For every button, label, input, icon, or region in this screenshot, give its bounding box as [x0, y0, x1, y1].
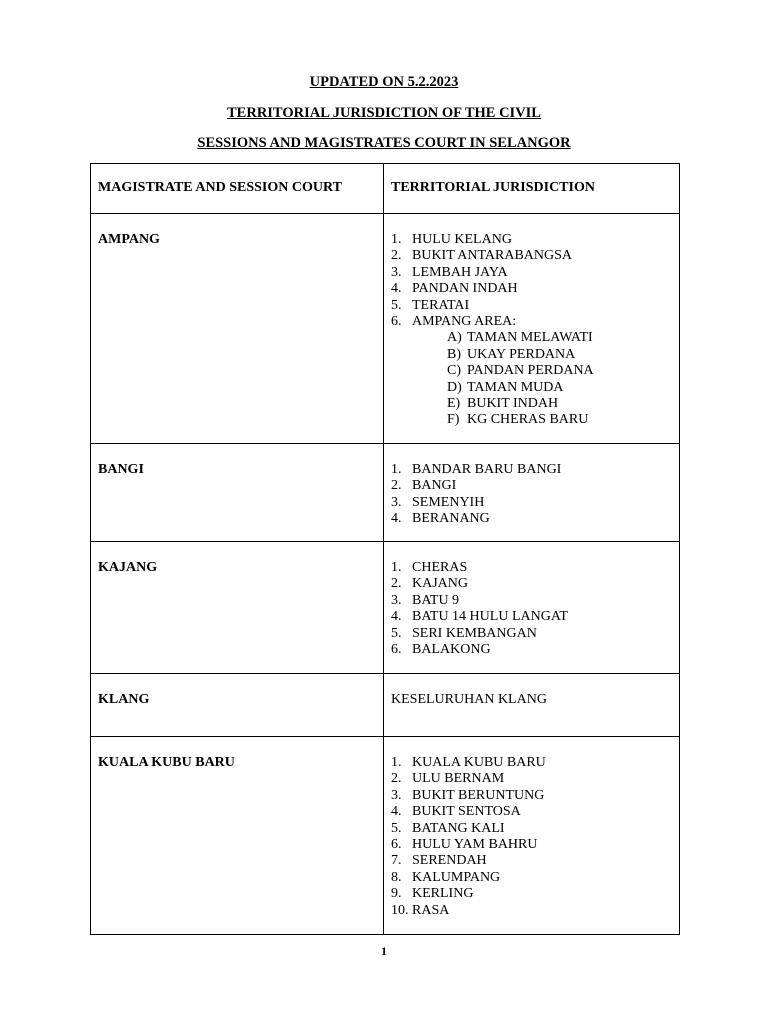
list-item: 6. BALAKONG — [391, 642, 491, 658]
list-item: 1. CHERAS — [391, 560, 468, 575]
list-item: 6. HULU YAM BAHRU — [391, 837, 538, 853]
list-item: 4. PANDAN INDAH — [391, 281, 518, 297]
jurisdiction-cell — [384, 542, 680, 674]
document-title-line-1: TERRITORIAL JURISDICTION OF THE CIVIL — [227, 105, 541, 121]
sub-area-list — [391, 330, 679, 428]
table-row — [91, 737, 680, 935]
jurisdiction-cell — [384, 214, 680, 444]
list-item: 4. BATU 14 HULU LANGAT — [391, 609, 568, 625]
jurisdiction-cell — [384, 444, 680, 542]
sub-list-item: A) TAMAN MELAWATI — [447, 330, 593, 346]
area-list — [391, 560, 679, 658]
jurisdiction-cell — [384, 737, 680, 935]
list-item: 1. KUALA KUBU BARU — [391, 755, 546, 770]
list-item: 2. ULU BERNAM — [391, 771, 505, 787]
jurisdiction-table — [90, 163, 680, 935]
list-item: 2. BANGI — [391, 478, 457, 494]
area-list — [391, 462, 679, 528]
document-title-line-2: SESSIONS AND MAGISTRATES COURT IN SELANGOR — [197, 135, 571, 151]
court-name: KLANG — [91, 674, 384, 737]
sub-list-item: B) UKAY PERDANA — [447, 346, 576, 362]
list-item: 9. KERLING — [391, 886, 474, 902]
list-item: 5. TERATAI — [391, 297, 470, 313]
sub-list-item: C) PANDAN PERDANA — [447, 363, 594, 379]
list-item: 3. BUKIT BERUNTUNG — [391, 787, 545, 803]
list-item: 7. SERENDAH — [391, 853, 487, 869]
column-header-jurisdiction: TERRITORIAL JURISDICTION — [384, 164, 680, 214]
list-item: 4. BUKIT SENTOSA — [391, 804, 521, 820]
court-name: KUALA KUBU BARU — [91, 737, 384, 935]
table-row — [91, 444, 680, 542]
column-header-court: MAGISTRATE AND SESSION COURT — [91, 164, 384, 214]
sub-list-item: D) TAMAN MUDA — [447, 379, 564, 395]
table-row — [91, 214, 680, 444]
list-item: 8. KALUMPANG — [391, 869, 501, 885]
list-item: 3. BATU 9 — [391, 592, 460, 608]
list-item: 4. BERANANG — [391, 511, 490, 527]
list-item: 2. KAJANG — [391, 576, 468, 592]
list-item: 3. LEMBAH JAYA — [391, 264, 508, 280]
area-list — [391, 232, 679, 330]
court-name: KAJANG — [91, 542, 384, 674]
list-item: 3. SEMENYIH — [391, 494, 485, 510]
court-name: AMPANG — [91, 214, 384, 444]
list-item: 1. BANDAR BARU BANGI — [391, 462, 562, 477]
list-item: 5. BATANG KALI — [391, 820, 505, 836]
list-item: 1. HULU KELANG — [391, 232, 512, 247]
jurisdiction-text: KESELURUHAN KLANG — [384, 674, 680, 737]
table-header-row — [91, 164, 680, 214]
page-number: 1 — [381, 944, 387, 958]
sub-list-item: E) BUKIT INDAH — [447, 396, 559, 412]
list-item: 5. SERI KEMBANGAN — [391, 625, 537, 641]
list-item: 6. AMPANG AREA: — [391, 314, 517, 330]
list-item: 10. RASA — [391, 902, 450, 918]
area-list — [391, 755, 679, 919]
sub-list-item: F) KG CHERAS BARU — [447, 412, 589, 428]
table-row — [91, 542, 680, 674]
table-row — [91, 674, 680, 737]
updated-date: UPDATED ON 5.2.2023 — [309, 74, 459, 90]
court-name: BANGI — [91, 444, 384, 542]
list-item: 2. BUKIT ANTARABANGSA — [391, 248, 573, 264]
